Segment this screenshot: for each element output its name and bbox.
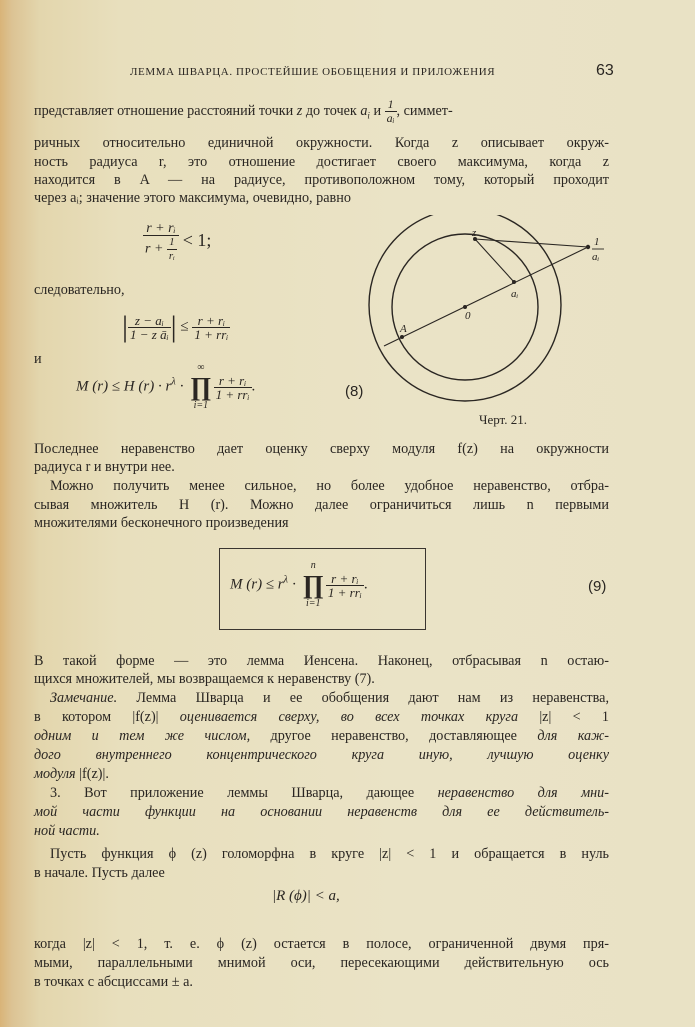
text: Лемма Шварца и ее обобщения дают нам из неравенства,	[117, 690, 609, 706]
section3-line2	[34, 803, 609, 821]
point-origin	[463, 305, 467, 309]
fraction-lhs	[128, 314, 171, 341]
label-a: A	[400, 323, 407, 335]
frac-num: z − aᵢ	[128, 314, 171, 328]
product-operator	[190, 362, 211, 412]
remark-line4	[34, 746, 609, 764]
text: до точек	[302, 102, 361, 119]
point-a	[400, 335, 404, 339]
para3-line2: сывая множитель H (r). Можно далее ограничиться лишь n первыми	[34, 497, 609, 513]
para1-line3: ность радиуса r, это отношение достигает своего максимума, когда z	[34, 154, 609, 170]
prod-symbol: ∏	[190, 372, 212, 401]
running-head: ЛЕММА ШВАРЦА. ПРОСТЕЙШИЕ ОБОБЩЕНИЯ И ПРИЛОЖЕНИЯ	[130, 66, 496, 78]
relation: < 1;	[182, 229, 212, 250]
emphasis: для каж-	[537, 728, 609, 744]
page-header	[0, 62, 695, 82]
emphasis: дого внутреннего концентрического круга иную, лучшую оценку	[34, 747, 609, 763]
period: .	[251, 378, 256, 395]
label-ai: aᵢ	[511, 288, 519, 300]
formula-maximum	[143, 222, 211, 263]
para2-line1: Последнее неравенство дает оценку сверху модуля f(z) на окружности	[34, 441, 609, 457]
line-z-to-inverse	[475, 239, 588, 247]
var-z: z	[296, 102, 303, 119]
para6-line2: мыми, параллельными мнимой оси, пересекающими действительную ось	[34, 955, 609, 971]
formula-re-bound: |R (ϕ)| < a,	[272, 888, 340, 904]
label-z: z	[472, 227, 477, 239]
text: , симмет-	[396, 102, 453, 119]
emphasis: неравенство для мни-	[437, 785, 609, 801]
frac-den: 1 − z āᵢ	[130, 326, 169, 342]
para4-line1: В такой форме — это лемма Иенсена. Наконец, отбрасывая n остаю-	[34, 653, 609, 669]
frac-num: r + rᵢ	[143, 222, 179, 236]
product-operator	[303, 560, 324, 610]
period: .	[363, 576, 368, 593]
frac-den: 1 + rrᵢ	[194, 326, 229, 342]
page-number: 63	[596, 62, 614, 79]
para5-line2: в начале. Пусть далее	[34, 865, 165, 881]
dot: ·	[288, 576, 297, 593]
text: представляет отношение расстояний точки	[34, 102, 297, 119]
lambda: λ	[171, 376, 176, 388]
text: |z| < 1	[518, 709, 609, 725]
abs-bar-right: |	[170, 310, 177, 343]
point-ai	[512, 280, 516, 284]
formula-absolute	[122, 310, 230, 344]
text-hence: следовательно,	[34, 282, 125, 298]
para3-line1: Можно получить менее сильное, но более удобное неравенство, отбра-	[50, 478, 609, 494]
text: в котором |f(z)|	[34, 709, 180, 725]
abs-bar-left: |	[122, 310, 129, 343]
formula-9	[230, 560, 368, 610]
prod-upper: ∞	[197, 362, 205, 373]
emphasis: модуля	[34, 766, 76, 782]
para5-line1: Пусть функция ϕ (z) голоморфна в круге |z| < 1 и обращается в нуль	[50, 846, 609, 862]
remark-line1	[50, 689, 609, 707]
text: |f(z)|.	[75, 766, 109, 782]
remark-label: Замечание.	[50, 690, 118, 706]
frac-den: 1 + rrᵢ	[327, 584, 362, 600]
fraction-rhs	[192, 314, 230, 341]
remark-line3	[34, 727, 609, 745]
relation: ≤	[180, 318, 189, 335]
lhs: M (r) ≤ H (r) · r	[76, 378, 172, 395]
emphasis: одним и тем же числом,	[34, 728, 251, 744]
line-z-to-ai	[475, 239, 514, 282]
para1-line1	[34, 98, 609, 125]
para1-line5: через aᵢ; значение этого максимума, очевидно, равно	[34, 190, 351, 206]
frac-num: r + rᵢ	[214, 374, 252, 388]
emphasis: мой части функции на основании неравенств для ее действитель-	[34, 804, 609, 820]
frac-den: 1 + rrᵢ	[215, 386, 250, 402]
section3-line1	[50, 784, 609, 802]
lhs: M (r) ≤ r	[230, 576, 284, 593]
label-inv-den: aᵢ	[592, 251, 600, 263]
equation-number-9: (9)	[588, 578, 607, 595]
fraction	[214, 374, 252, 401]
frac-den: rᵢ	[168, 250, 175, 262]
fraction	[326, 572, 364, 599]
frac-num: 1	[385, 98, 397, 112]
para6-line3: в точках с абсциссами ± a.	[34, 974, 193, 990]
frac-den	[143, 236, 179, 263]
frac-num: r + rᵢ	[326, 572, 364, 586]
remark-line2	[34, 708, 609, 726]
fraction	[143, 222, 179, 263]
label-inv-num: 1	[594, 236, 600, 248]
fraction-1-over-ai	[385, 98, 397, 125]
frac-num: 1	[167, 236, 177, 250]
equation-number-8: (8)	[345, 383, 364, 400]
para2-line2: радиуса r и внутри нее.	[34, 459, 175, 475]
prod-upper: n	[310, 560, 316, 571]
prod-lower: i=1	[193, 400, 209, 411]
prod-lower: i=1	[305, 598, 321, 609]
para3-line3: множителями бесконечного произведения	[34, 515, 289, 531]
emphasis: оценивается сверху, во всех точках круга	[179, 709, 519, 725]
formula-8	[76, 362, 255, 412]
text: 3. Вот приложение леммы Шварца, дающее	[50, 785, 438, 801]
emphasis: ной части.	[34, 823, 100, 839]
frac-den: aᵢ	[386, 111, 395, 125]
var-a: a	[360, 102, 368, 119]
label-origin: 0	[465, 310, 471, 322]
section3-line3	[34, 822, 609, 840]
frac-num: r + rᵢ	[192, 314, 230, 328]
text: другое неравенство, доставляющее	[250, 728, 538, 744]
text: r +	[145, 241, 167, 257]
text: и	[369, 102, 385, 119]
para6-line1: когда |z| < 1, т. е. ϕ (z) остается в полосе, ограниченной двумя пря-	[34, 936, 609, 952]
para1-line4: находится в A — на радиусе, противоположном тому, который проходит	[34, 172, 609, 188]
lambda: λ	[283, 574, 288, 586]
remark-line5	[34, 765, 609, 783]
subscript-i: i	[367, 110, 370, 121]
text-and: и	[34, 351, 42, 367]
para4-line2: щихся множителей, мы возвращаемся к неравенству (7).	[34, 671, 375, 687]
dot: ·	[175, 378, 185, 395]
figure-caption: Черт. 21.	[479, 412, 528, 427]
para1-line2: ричных относительно единичной окружности. Когда z описывает окруж-	[34, 135, 609, 151]
point-inverse	[586, 245, 590, 249]
inner-fraction	[167, 236, 177, 263]
figure-circles-diagram	[360, 215, 690, 410]
prod-symbol: ∏	[302, 570, 324, 599]
